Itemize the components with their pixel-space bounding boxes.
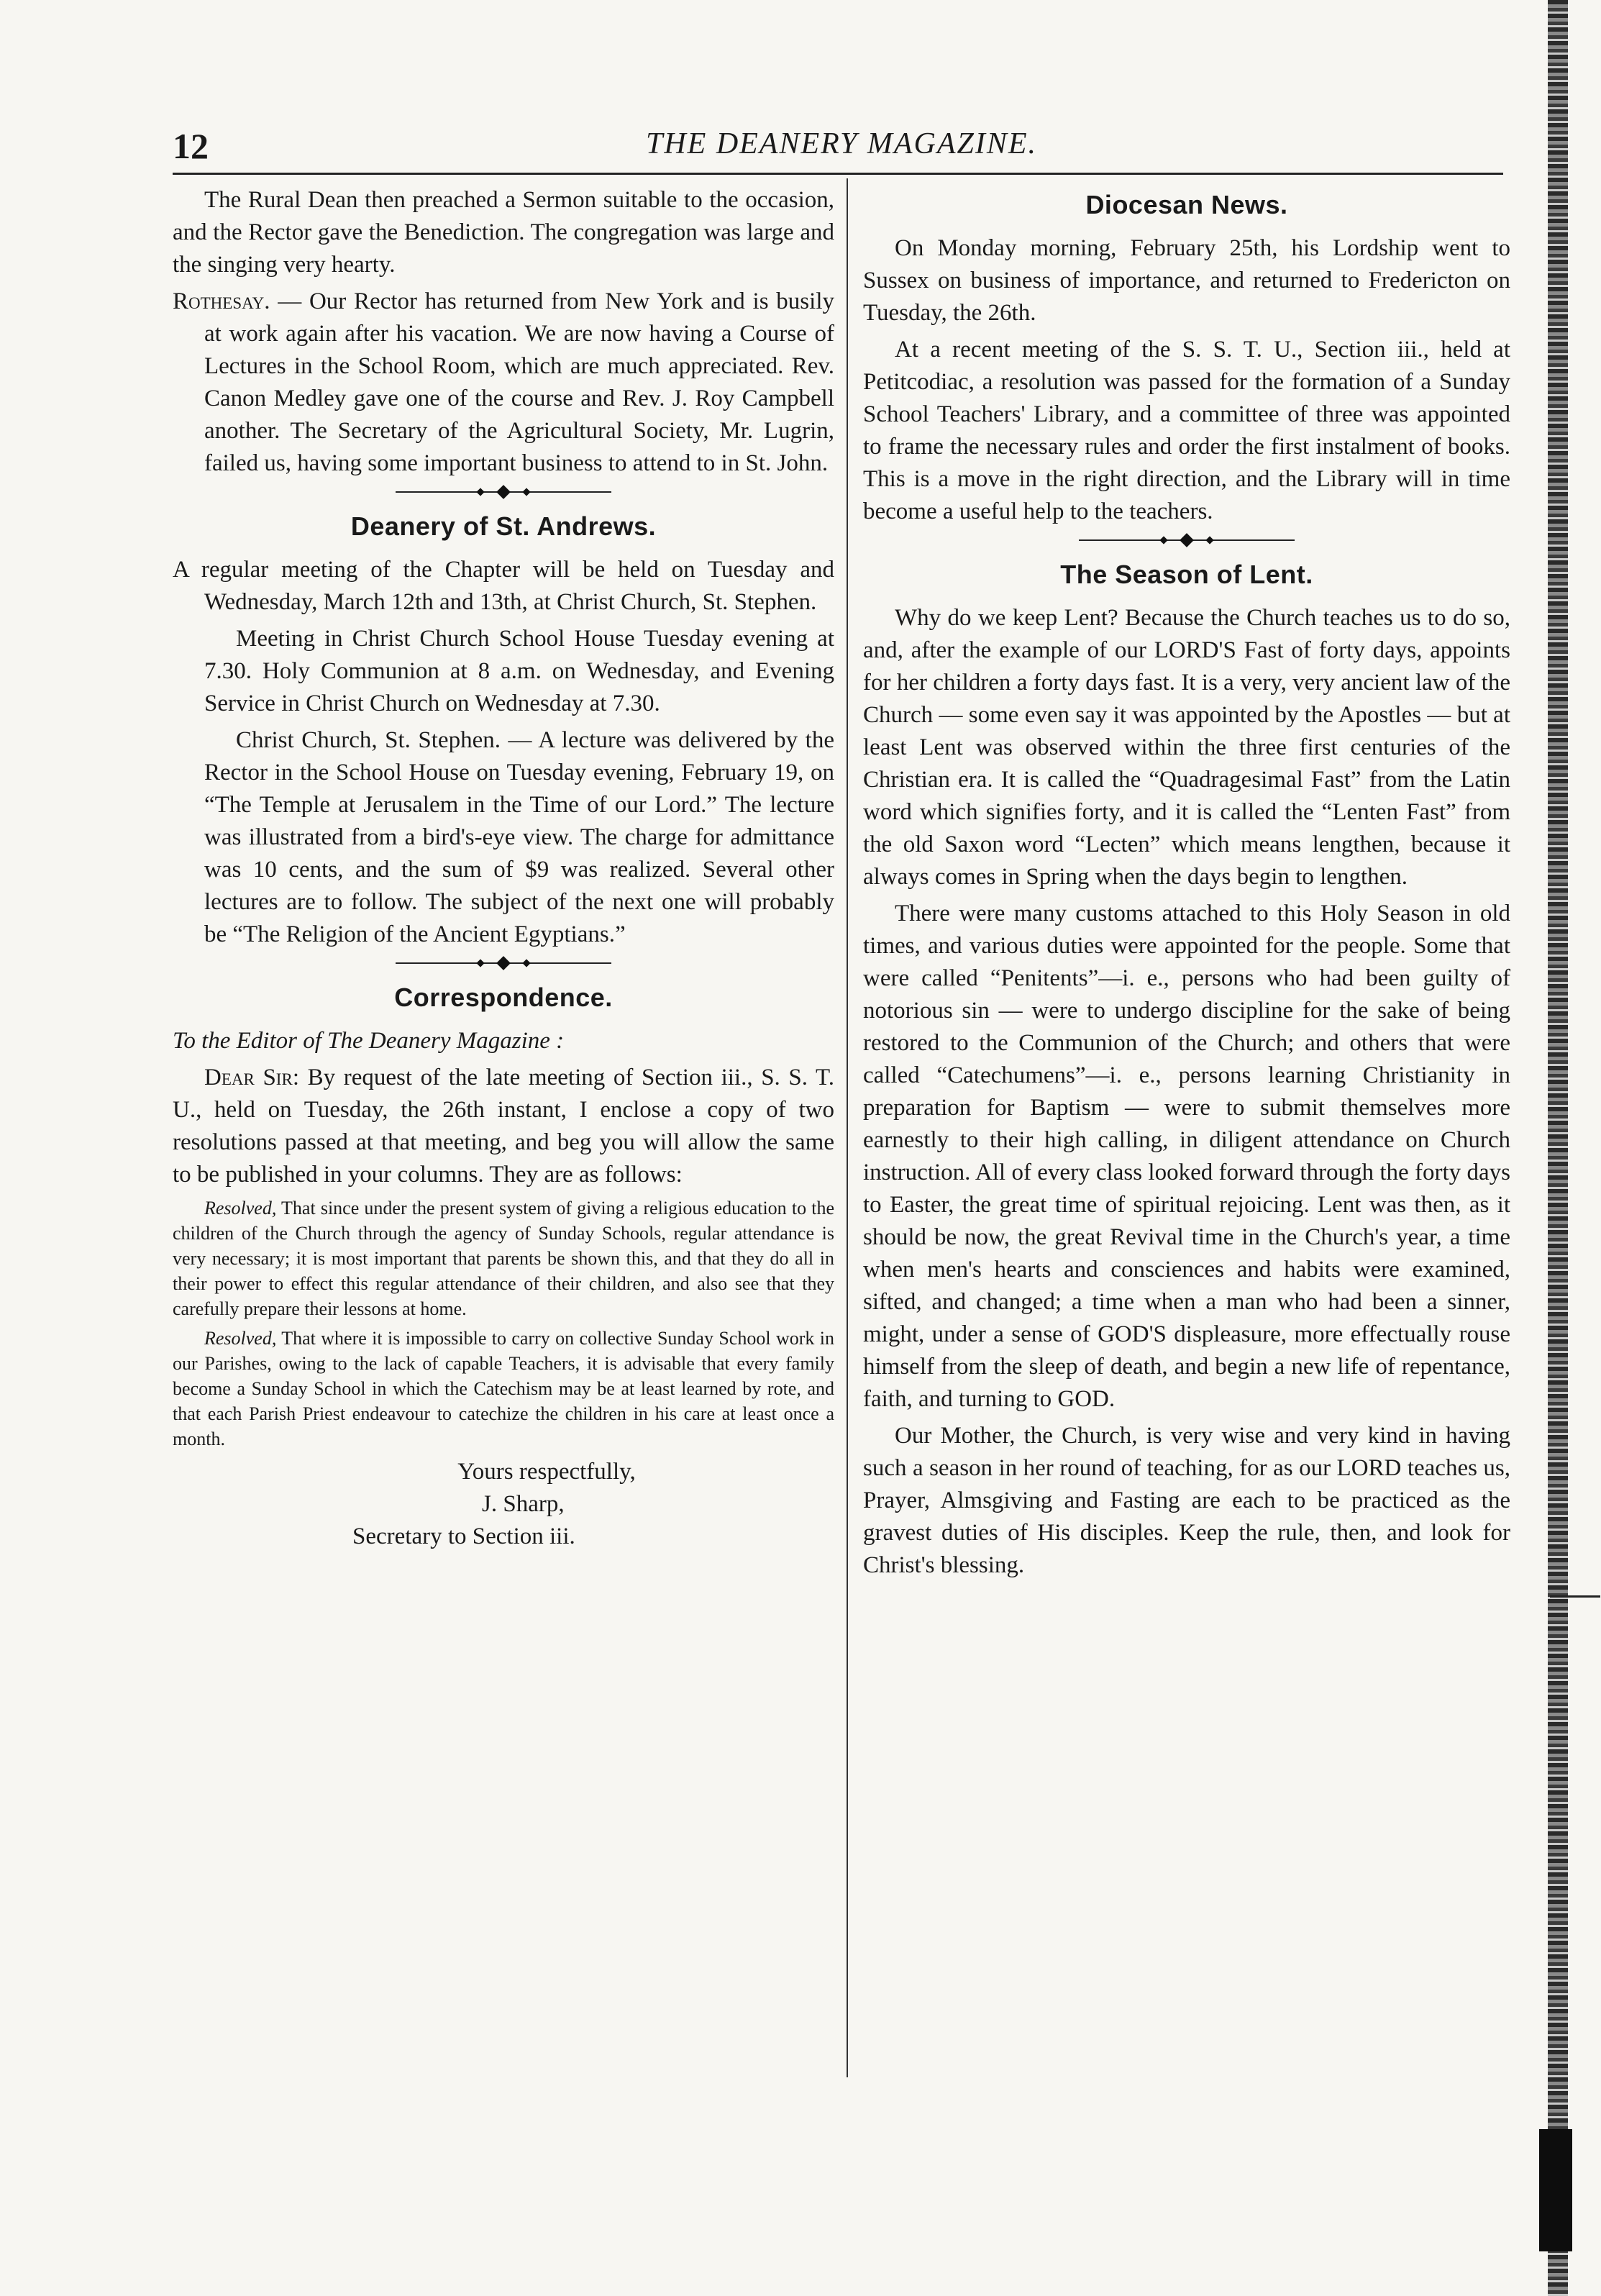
column-divider — [847, 178, 848, 2077]
paragraph-lent-customs: There were many customs attached to this Holy Season in old times, and various duties were appointed for the people. Some that were called “Penitents”—i. e., persons who had been guilty of notorious sin — were to undergo discipline for the sake of being restored to the Communion of the Church; and others that were called “Catechumens”—i. e., persons learning Christianity in preparation for Baptism — were to submit themselves more earnestly to their high calling, in diligent attendance on Church instruction. All of every class looked forward through the forty days to Easter, the great time of spiritual rejoicing. Lent was then, as it should be now, the great Revival time in the Church's year, a time when men's hearts and consciences and habits were examined, sifted, and changed; a time when a man who had been a sinner, might, under a sense of GOD'S displeasure, more effectually rouse himself from the sleep of death, and begin a new life of repentance, faith, and turning to GOD. — [863, 901, 1510, 1412]
paragraph-lordship-sussex: On Monday morning, February 25th, his Lordship went to Sussex on business of importance, and returned to Fredericton on Tuesday, the 26th. — [863, 235, 1510, 326]
magazine-title: THE DEANERY MAGAZINE. — [645, 127, 1038, 160]
heading-correspondence: Correspondence. — [394, 983, 613, 1012]
resolution-1 — [173, 1195, 834, 1321]
paragraph-meeting-schedule: Meeting in Christ Church School House Tuesday evening at 7.30. Holy Communion at 8 a.m. on Wednesday, and Evening Service in Christ Church on Wednesday at 7.30. — [204, 626, 834, 716]
paragraph-teachers-library: At a recent meeting of the S. S. T. U., Section iii., held at Petitcodiac, a resolution was passed for the formation of a Sunday School Teachers' Library, and a committee of three was appointed to frame the necessary rules and order the first instalment of books. This is a move in the right direction, and the Library will in time become a useful help to the teachers. — [863, 337, 1510, 524]
resolution-2-text: That where it is impossible to carry on collective Sunday School work in our Parishes, owing to the lack of capable Teachers, it is advisable that every family become a Sunday School in which the Catechism may be at least learned by rote, and that each Parish Priest endeavour to catechize the children in his care at least once a month. — [173, 1328, 834, 1449]
letter-signature-title: Secretary to Section iii. — [352, 1523, 575, 1549]
scan-edge-strip — [1548, 0, 1568, 2296]
rothesay-body: — Our Rector has returned from New York and is busily at work again after his vacation. We are now having a Course of Lectures in the School Room, which are much appreciated. Rev. Canon Medley gave one of the course and Rev. J. Roy Campbell another. The Secretary of the Agricultural Society, Mr. Lugrin, failed us, having some important business to attend to in St. John. — [204, 288, 834, 476]
paragraph-rural-dean: The Rural Dean then preached a Sermon suitable to the occasion, and the Rector gave the Benediction. The congregation was large and the singing very hearty. — [173, 187, 834, 278]
paragraph-why-keep-lent: Why do we keep Lent? Because the Church teaches us to do so, and, after the example of our LORD'S Fast of forty days, appoints for her children a forty days fast. It is a very, very ancient law of the Church — some even say it was appointed by the Apostles — but at least Lent was observed within the three first centuries of the Christian era. It is called the “Quadragesimal Fast” from the Latin word which signifies forty, and it is called the “Lenten Fast” from the old Saxon word “Lecten” which means lengthen, because it always comes in Spring when the days begin to lengthen. — [863, 605, 1510, 890]
heading-season-of-lent: The Season of Lent. — [1060, 560, 1313, 589]
paragraph-chapter-meeting: A regular meeting of the Chapter will be held on Tuesday and Wednesday, March 12th and 13th, at Christ Church, St. Stephen. — [173, 557, 834, 615]
resolution-2-lead: Resolved, — [204, 1328, 277, 1349]
letter-signature: J. Sharp, — [482, 1491, 565, 1517]
paragraph-christ-church-lecture: Christ Church, St. Stephen. — A lecture was delivered by the Rector in the School House on Tuesday evening, February 19, on “The Temple at Jerusalem in the Time of our Lord.” The lecture was illustrated from a bird's-eye view. The charge for admittance was 10 cents, and the sum of $9 was realized. Several other lectures are to follow. The subject of the next one will probably be “The Religion of the Ancient Egyptians.” — [204, 727, 834, 947]
paragraph-mother-church: Our Mother, the Church, is very wise and very kind in having such a season in her round of teaching, for as our LORD teaches us, Prayer, Almsgiving and Fasting are each to be practiced as the gravest duties of His disciples. Keep the rule, then, and look for Christ's blessing. — [863, 1423, 1510, 1578]
page-header — [173, 125, 1510, 176]
resolution-1-lead: Resolved, — [204, 1198, 277, 1218]
left-column — [173, 184, 834, 1553]
letter-closing: Yours respectfully, — [457, 1459, 636, 1485]
section-divider-ornament — [1079, 532, 1295, 548]
letter-body — [173, 1062, 834, 1191]
section-divider-ornament — [396, 955, 611, 971]
header-rule — [173, 173, 1503, 175]
page-number: 12 — [173, 126, 209, 166]
paragraph-rothesay — [173, 286, 834, 480]
rothesay-lead: Rothesay. — [173, 288, 270, 314]
resolution-1-text: That since under the present system of giving a religious education to the children of the Church through the agency of Sunday Schools, regular attendance is very necessary; it is most important that parents be shown this, and that they do all in their power to effect this regular attendance of their children, and also see that they carefully prepare their lessons at home. — [173, 1198, 834, 1319]
letter-lead: Dear Sir — [204, 1065, 293, 1090]
resolution-2 — [173, 1326, 834, 1452]
heading-deanery-st-andrews: Deanery of St. Andrews. — [350, 511, 657, 541]
section-divider-ornament — [396, 484, 611, 500]
heading-diocesan-news: Diocesan News. — [1085, 190, 1288, 219]
letter-body-text: : By request of the late meeting of Section iii., S. S. T. U., held on Tuesday, the 26th instant, I enclose a copy of two resolutions passed at that meeting, and beg you will allow the same to be published in your columns. They are as follows: — [173, 1065, 834, 1188]
scan-edge-block — [1539, 2129, 1572, 2251]
scan-edge-mark — [1550, 1595, 1600, 1598]
right-column — [863, 184, 1510, 1586]
letter-salutation: To the Editor of The Deanery Magazine : — [173, 1028, 565, 1054]
